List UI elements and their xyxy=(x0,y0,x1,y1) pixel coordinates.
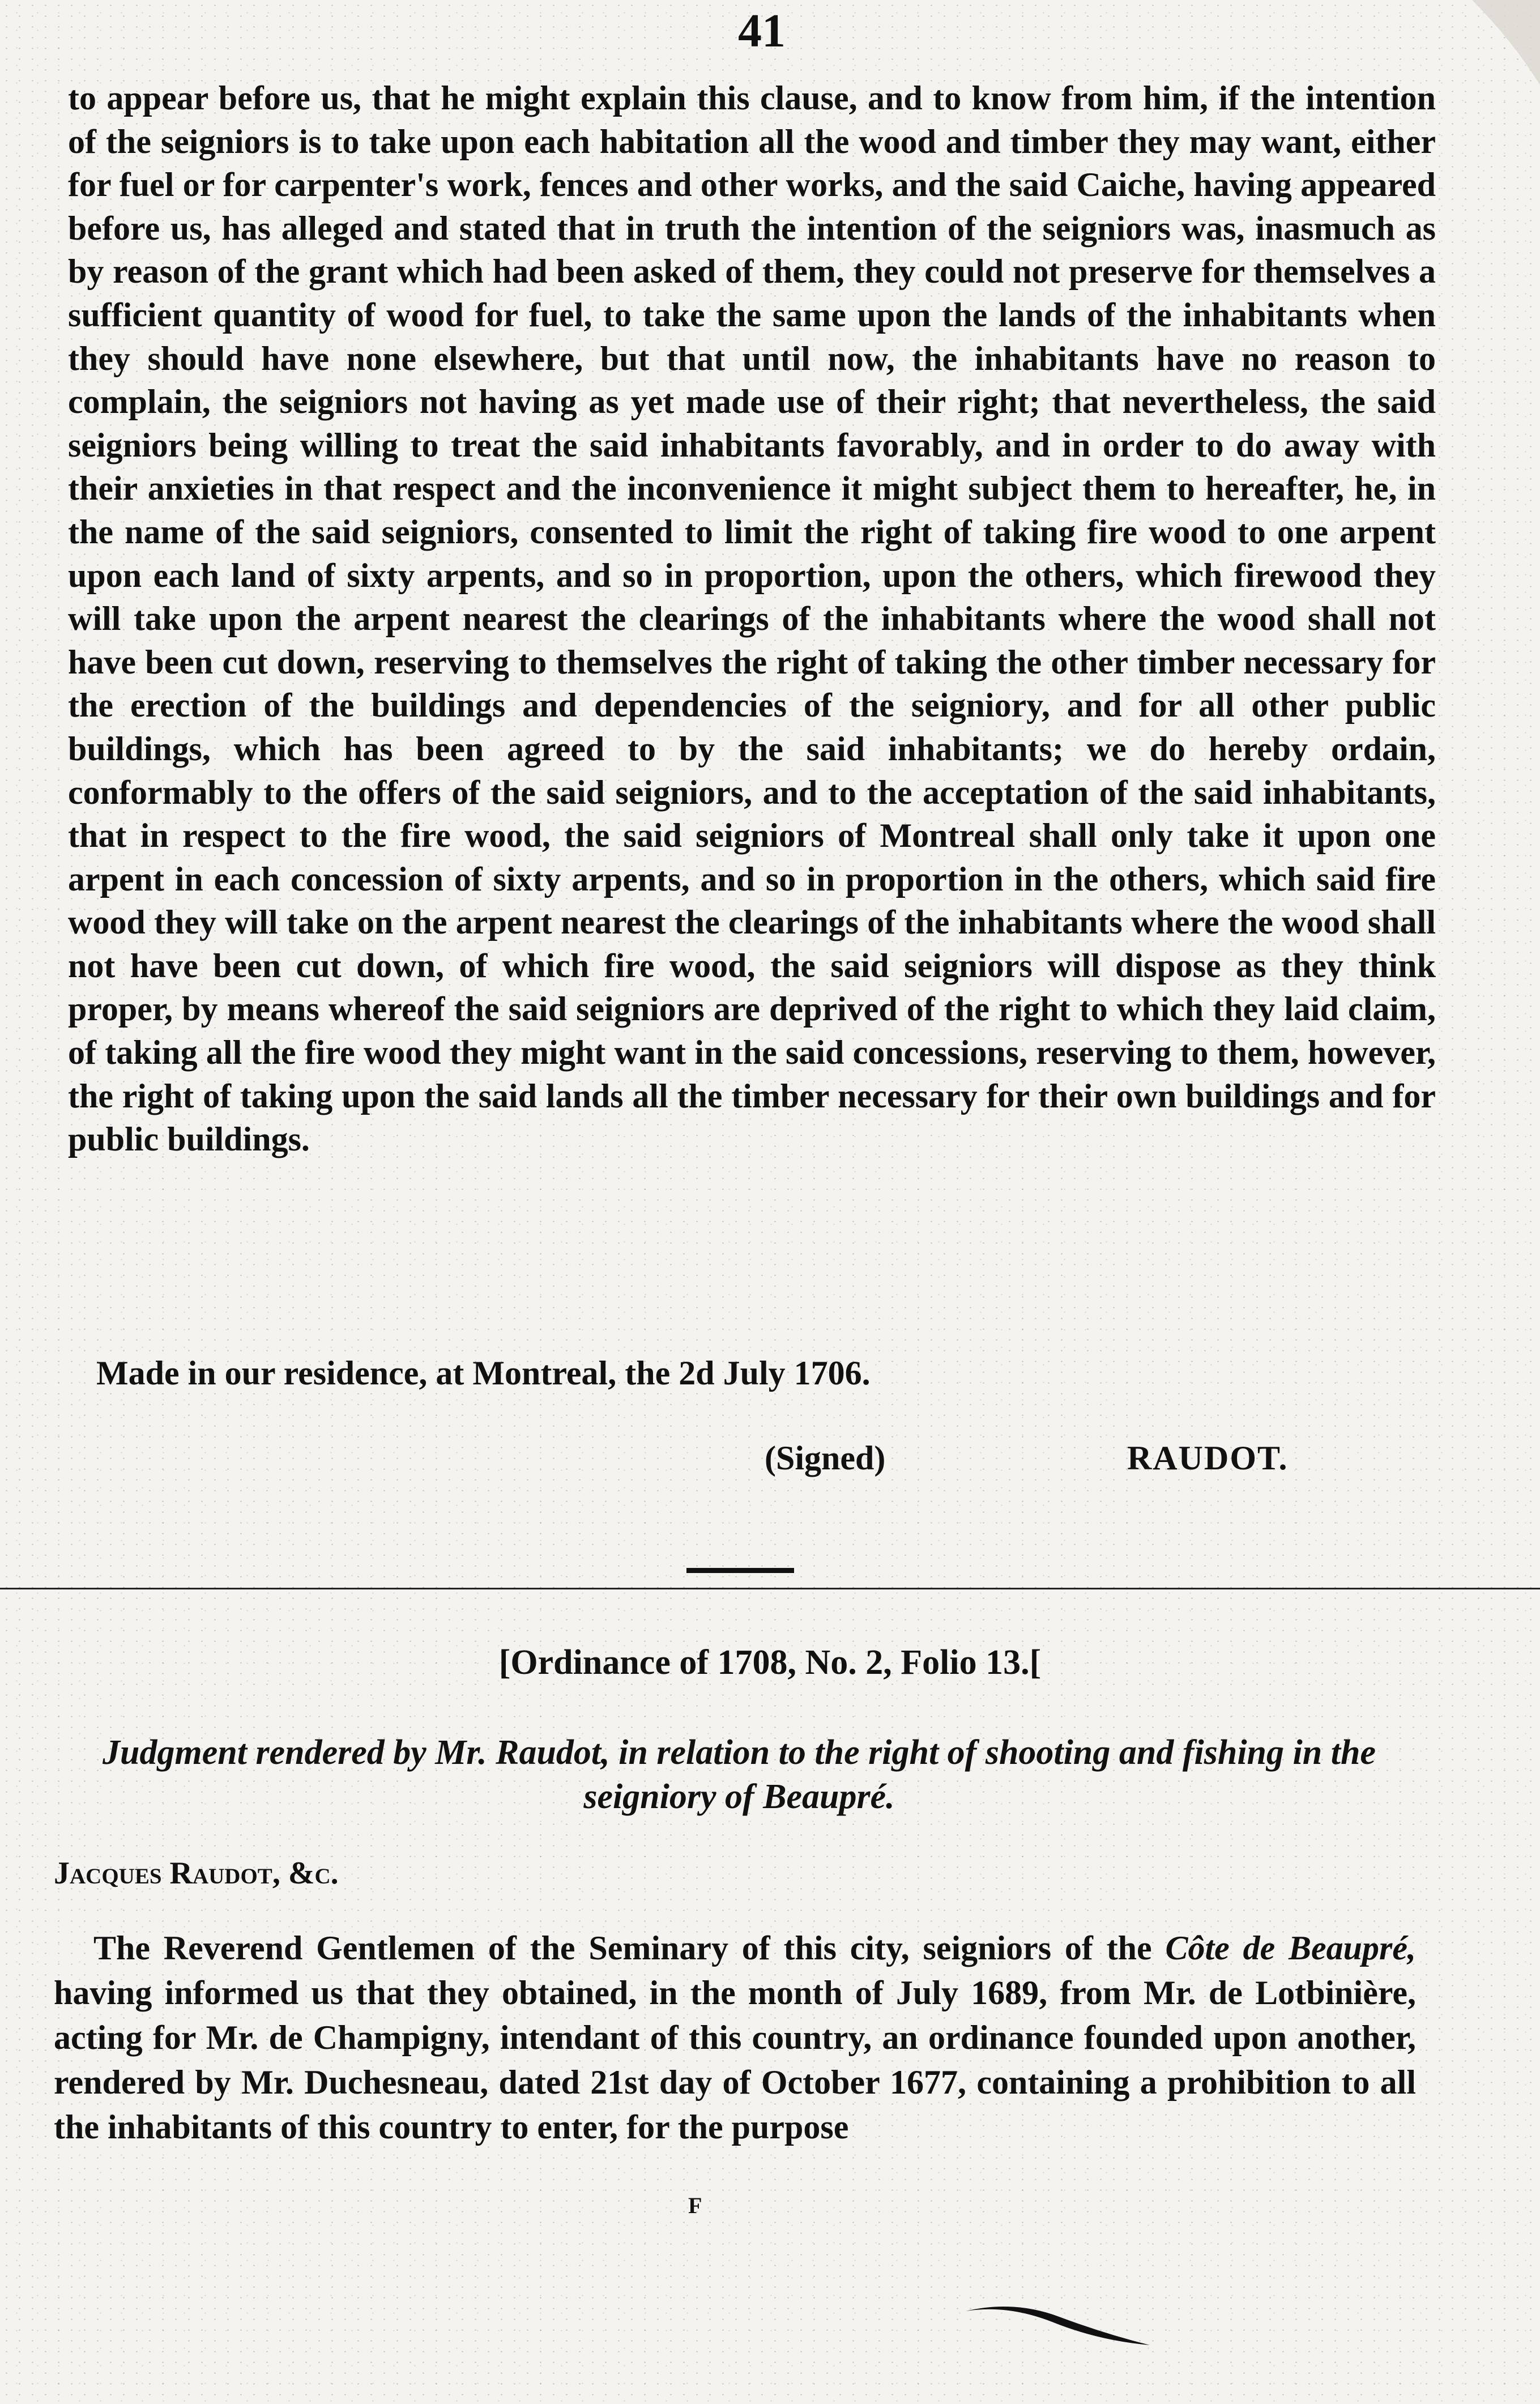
made-in-residence-line: Made in our residence, at Montreal, the 2d July 1706. xyxy=(96,1354,871,1392)
horizontal-rule xyxy=(0,1588,1540,1589)
ordinance-reference: [Ordinance of 1708, No. 2, Folio 13.[ xyxy=(498,1643,1042,1682)
signature-mark: F xyxy=(688,2193,702,2218)
signed-label: (Signed) xyxy=(765,1439,886,1477)
salutation-jacques-raudot: Jacques Raudot, &c. xyxy=(54,1856,339,1891)
pen-stroke-mark xyxy=(963,2300,1155,2354)
page-number: 41 xyxy=(738,5,786,57)
torn-corner-mark xyxy=(1461,0,1540,88)
main-paragraph: to appear before us, that he might explain this clause, and to know from him, if the intention of the seigniors is to take upon each habitation all the wood and timber they may want, either for fuel or for carpenter's work, fences and other works, and the said Caiche, having appeared before us, has alleged and stated that in truth the intention of the seigniors was, inasmuch as by reason of the grant which had been asked of them, they could not preserve for themselves a sufficient quantity of wood for fuel, to take the same upon the lands of the inhabitants when they should have none elsewhere, but that until now, the inhabitants have no reason to complain, the seigniors not having as yet made use of their right; that nevertheless, the said seigniors being willing to treat the said inhabitants favorably, and in order to do away with their anxieties in that respect and the inconvenience it might subject them to hereafter, he, in the name of the said seigniors, consented to limit the right of taking fire wood to one arpent upon each land of sixty arpents, and so in proportion, upon the others, which firewood they will take upon the arpent nearest the clearings of the inhabitants where the wood shall not have been cut down, reserving to themselves the right of taking the other timber necessary for the erection of the buildings and dependencies of the seigniory, and for all other public buildings, which has been agreed to by the said inhabitants; we do hereby ordain, conformably to the offers of the said seigniors, and to the acceptation of the said inhabitants, that in respect to the fire wood, the said seigniors of Montreal shall only take it upon one arpent in each concession of sixty arpents, and so in proportion in the others, which said fire wood they will take on the arpent nearest the clearings of the inhabitants where the wood shall not have been cut down, of which fire wood, the said seigniors will dispose as they think proper, by means whereof the said seigniors are deprived of the right to which they laid claim, of taking all the fire wood they might want in the said concessions, reserving to them, however, the right of taking upon the said lands all the timber necessary for their own buildings and for public buildings. xyxy=(68,79,1436,1158)
second-paragraph xyxy=(54,1926,1416,2150)
signature-raudot: RAUDOT. xyxy=(1127,1439,1289,1477)
second-paragraph-part1: The Reverend Gentlemen of the Seminary of this city, seigniors of the xyxy=(93,1929,1166,1967)
cote-de-beaupre: Côte de Beaupré, xyxy=(1165,1929,1416,1967)
second-paragraph-part2: having informed us that they obtained, in the month of July 1689, from Mr. de Lotbinière, acting for Mr. de Champigny, intendant of this country, an ordinance founded upon another, rendered by Mr. Duchesneau, dated 21st day of October 1677, containing a prohibition to all the inhabitants of this country to enter, for the purpose xyxy=(54,1974,1416,2146)
section-divider xyxy=(686,1568,794,1573)
judgment-title: Judgment rendered by Mr. Raudot, in relation to the right of shooting and fishing in the seigniory of Beaupré. xyxy=(103,1733,1376,1816)
